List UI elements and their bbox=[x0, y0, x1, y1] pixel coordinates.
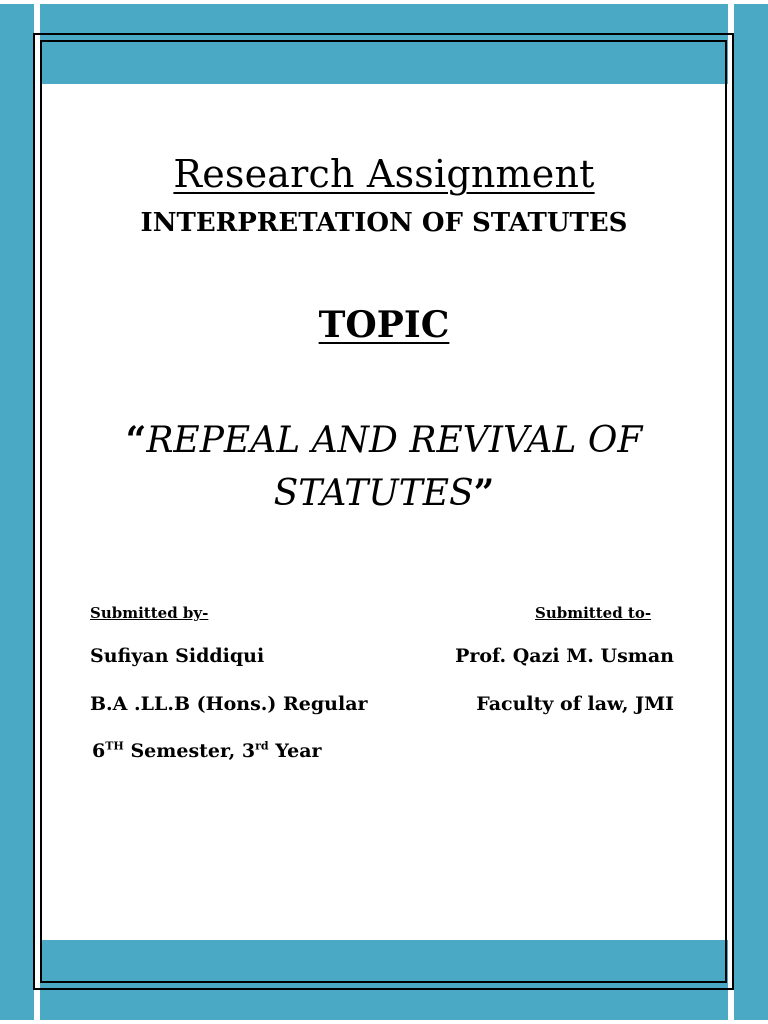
inner-frame bbox=[40, 40, 727, 983]
professor-name: Prof. Qazi M. Usman bbox=[455, 645, 674, 667]
semester-number: 6 bbox=[92, 740, 106, 762]
semester-text: Semester, 3 bbox=[123, 740, 256, 762]
open-quote: “ bbox=[125, 419, 147, 461]
right-border-band bbox=[734, 0, 768, 1024]
student-course: B.A .LL.B (Hons.) Regular bbox=[90, 693, 368, 715]
bottom-gutter bbox=[0, 1020, 768, 1024]
top-gutter bbox=[0, 0, 768, 4]
faculty-name: Faculty of law, JMI bbox=[476, 693, 674, 715]
document-subtitle: INTERPRETATION OF STATUTES bbox=[140, 208, 628, 238]
year-text: Year bbox=[268, 740, 322, 762]
document-title: Research Assignment bbox=[173, 152, 595, 196]
left-border-band bbox=[0, 0, 34, 1024]
semester-suffix: TH bbox=[105, 739, 124, 753]
topic-line-2: STATUTES bbox=[273, 473, 474, 514]
submitted-to-label: Submitted to- bbox=[535, 604, 652, 622]
year-suffix: rd bbox=[255, 739, 269, 753]
student-name: Sufiyan Siddiqui bbox=[90, 645, 265, 667]
submitted-by-label: Submitted by- bbox=[90, 604, 209, 622]
topic-line-1: REPEAL AND REVIVAL OF bbox=[146, 420, 643, 461]
topic-heading: TOPIC bbox=[318, 304, 450, 346]
close-quote: ” bbox=[473, 472, 495, 514]
